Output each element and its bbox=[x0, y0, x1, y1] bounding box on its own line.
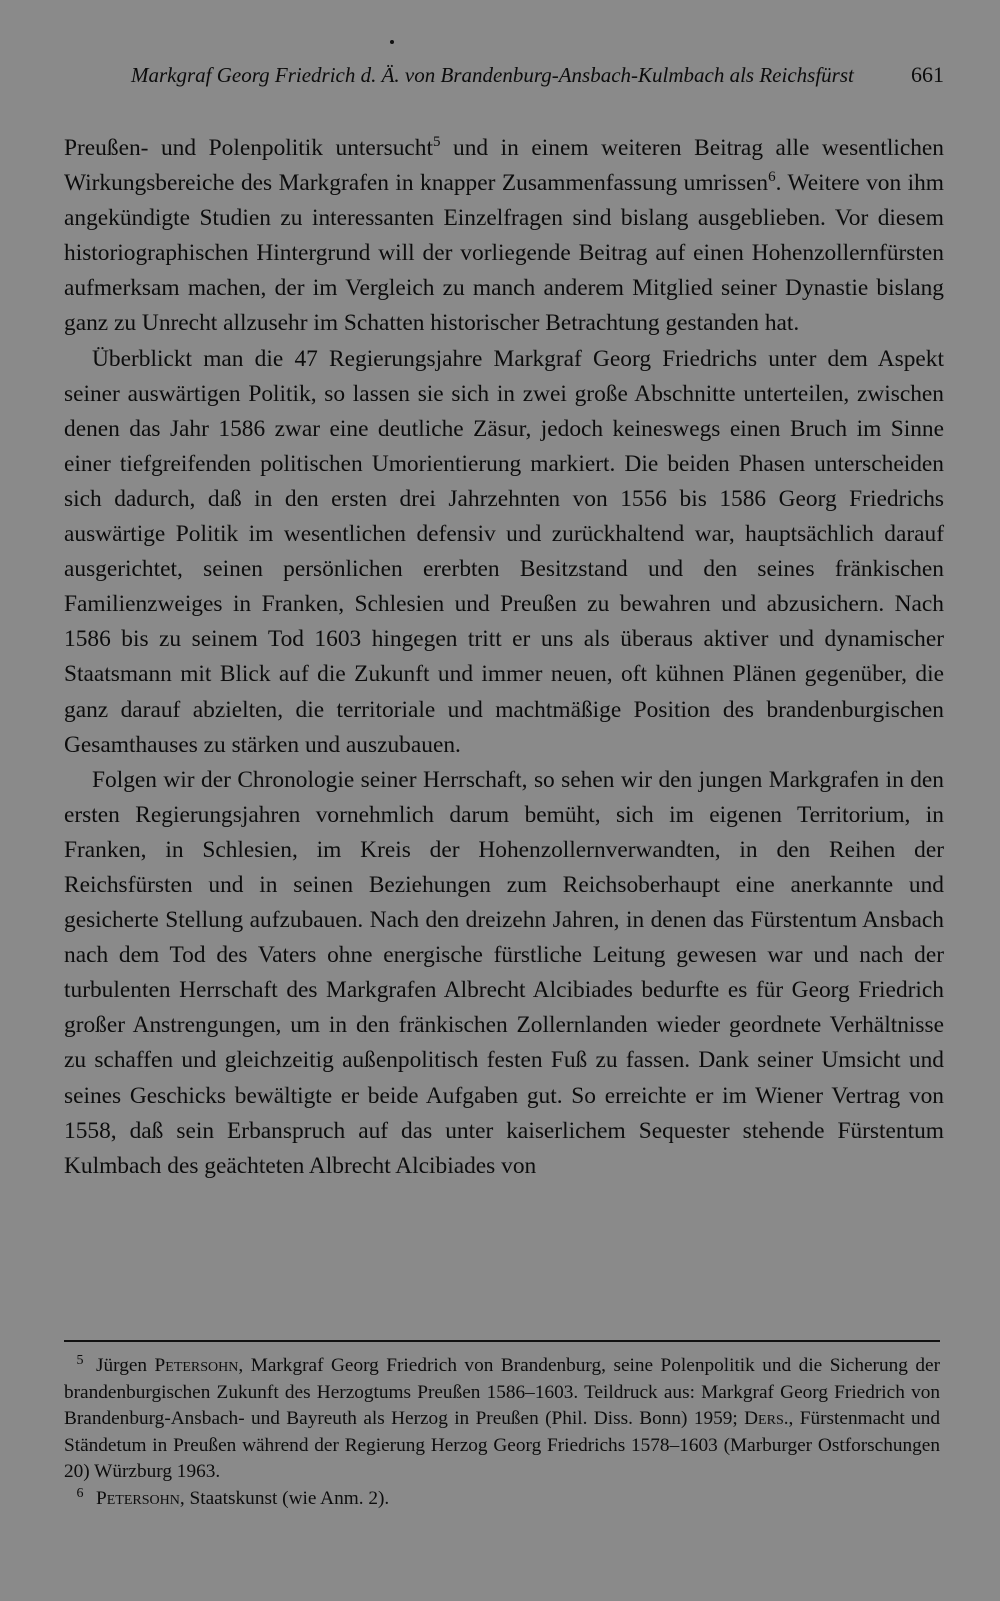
footnote-ref-5[interactable]: 5 bbox=[432, 134, 441, 150]
footnotes bbox=[64, 1353, 940, 1512]
footnote-5-text-a: , Markgraf Georg Friedrich von Brandenburg, seine Polenpolitik und die Sicherung der brandenburgischen Zukunft des Herzogtums Preußen 1586–1603. Teildruck aus: Markgraf Georg Friedrich von Brandenburg-Ansbach- und Bayreuth als Herzog in Preußen (Phil. Diss. Bonn) 1959; bbox=[64, 1355, 940, 1429]
footnote-6: 6 Petersohn, Staatskunst (wie Anm. 2). bbox=[76, 1485, 390, 1509]
paragraph-1-text-b: und in einem weiteren Beitrag alle wesentlichen Wirkungsbereiche des Markgrafen in knapper Zusammenfassung umrissen bbox=[64, 135, 944, 197]
footnote-6-author-last: Petersohn bbox=[96, 1487, 180, 1509]
footnote-5-author-first: Jürgen bbox=[96, 1355, 155, 1376]
running-header bbox=[64, 62, 944, 88]
running-title: Markgraf Georg Friedrich d. Ä. von Brandenburg-Ansbach-Kulmbach als Reichsfürst bbox=[131, 63, 854, 87]
page-number: 661 bbox=[911, 62, 944, 87]
paragraph-1-text-c: . Weitere von ihm angekündigte Studien zu interessanten Einzelfragen sind bislang ausgeblieben. Vor diesem historiographischen Hintergrund will der vorliegende Beitrag auf einen Hohenzollernfürsten aufmerksam machen, der im Vergleich zu manch anderem Mitglied seiner Dynastie bislang ganz zu Unrecht allzusehr im Schatten historischer Betrachtung gestanden hat. bbox=[64, 170, 944, 337]
footnote-5-ders: Ders bbox=[744, 1408, 784, 1429]
paragraph-3: Folgen wir der Chronologie seiner Herrschaft, so sehen wir den jungen Markgrafen in den ersten Regierungsjahren vornehmlich darum bemüht, sich im eigenen Territorium, in Franken, in Schlesien, im Kreis der Hohenzollernverwandten, in den Reihen der Reichsfürsten und in seinen Beziehungen zum Reichsoberhaupt eine anerkannte und gesicherte Stellung aufzubauen. Nach den dreizehn Jahren, in denen das Fürstentum Ansbach nach dem Tod des Vaters ohne energische fürstliche Leitung gewesen war und nach der turbulenten Herrschaft des Markgrafen Albrecht Alcibiades bedurfte es für Georg Friedrich großer Anstrengungen, um in den fränkischen Zollernlanden wieder geordnete Verhältnisse zu schaffen und gleichzeitig außenpolitisch festen Fuß zu fassen. Dank seiner Umsicht und seines Geschicks bewältigte er beide Aufgaben gut. So erreichte er im Wiener Vertrag von 1558, daß sein Erbanspruch auf das unter kaiserlichem Sequester stehende Fürstentum Kulmbach des geächteten Albrecht Alcibiades von bbox=[64, 766, 944, 1179]
footnote-5-author-last: Petersohn bbox=[154, 1355, 239, 1376]
paragraph-1-text-a: Preußen- und Polenpolitik untersucht bbox=[64, 135, 433, 161]
footnote-ref-6[interactable]: 6 bbox=[768, 169, 776, 186]
footnote-separator bbox=[64, 1340, 940, 1342]
footnote-5: 5 Jürgen Petersohn, Markgraf Georg Friedrich von Brandenburg, seine Polenpolitik und die Sicherung der brandenburgischen Zukunft des Herzogtums Preußen 1586–1603. Teildruck aus: Markgraf Georg Friedrich von Brandenburg-Ansbach- und Bayreuth als Herzog in Preußen (Phil. Diss. Bonn) 1959; Ders., Fürstenmacht und Ständetum in Preußen während der Regierung Herzog Georg Friedrichs 1578–1603 (Marburger Ostforschungen 20) Würzburg 1963. bbox=[64, 1353, 940, 1482]
footnote-6-text: , Staatskunst (wie Anm. 2). bbox=[179, 1487, 390, 1509]
footnote-5-text-b: ., Fürstenmacht und Ständetum in Preußen während der Regierung Herzog Georg Friedrichs 1578–1603 (Marburger Ostforschungen 20) Würzburg 1963. bbox=[64, 1408, 940, 1482]
paragraph-2: Überblickt man die 47 Regierungsjahre Markgraf Georg Friedrichs unter dem Aspekt seiner auswärtigen Politik, so lassen sie sich in zwei große Abschnitte unterteilen, zwischen denen das Jahr 1586 zwar eine deutliche Zäsur, jedoch keineswegs einen Bruch im Sinne einer tiefgreifenden politischen Umorientierung markiert. Die beiden Phasen unterscheiden sich dadurch, daß in den ersten drei Jahrzehnten von 1556 bis 1586 Georg Friedrichs auswärtige Politik im wesentlichen defensiv und zurückhaltend war, hauptsächlich darauf ausgerichtet, seinen persönlichen ererbten Besitzstand und den seines fränkischen Familienzweiges in Franken, Schlesien und Preußen zu bewahren und abzusichern. Nach 1586 bis zu seinem Tod 1603 hingegen tritt er uns als überaus aktiver und dynamischer Staatsmann mit Blick auf die Zukunft und immer neuen, oft kühnen Plänen gegenüber, die ganz darauf abzielten, die territoriale und machtmäßige Position des brandenburgischen Gesamthauses zu stärken und auszubauen. bbox=[64, 345, 944, 758]
paragraph-1 bbox=[64, 131, 944, 342]
body-text bbox=[64, 131, 944, 1184]
print-speck bbox=[390, 40, 394, 44]
